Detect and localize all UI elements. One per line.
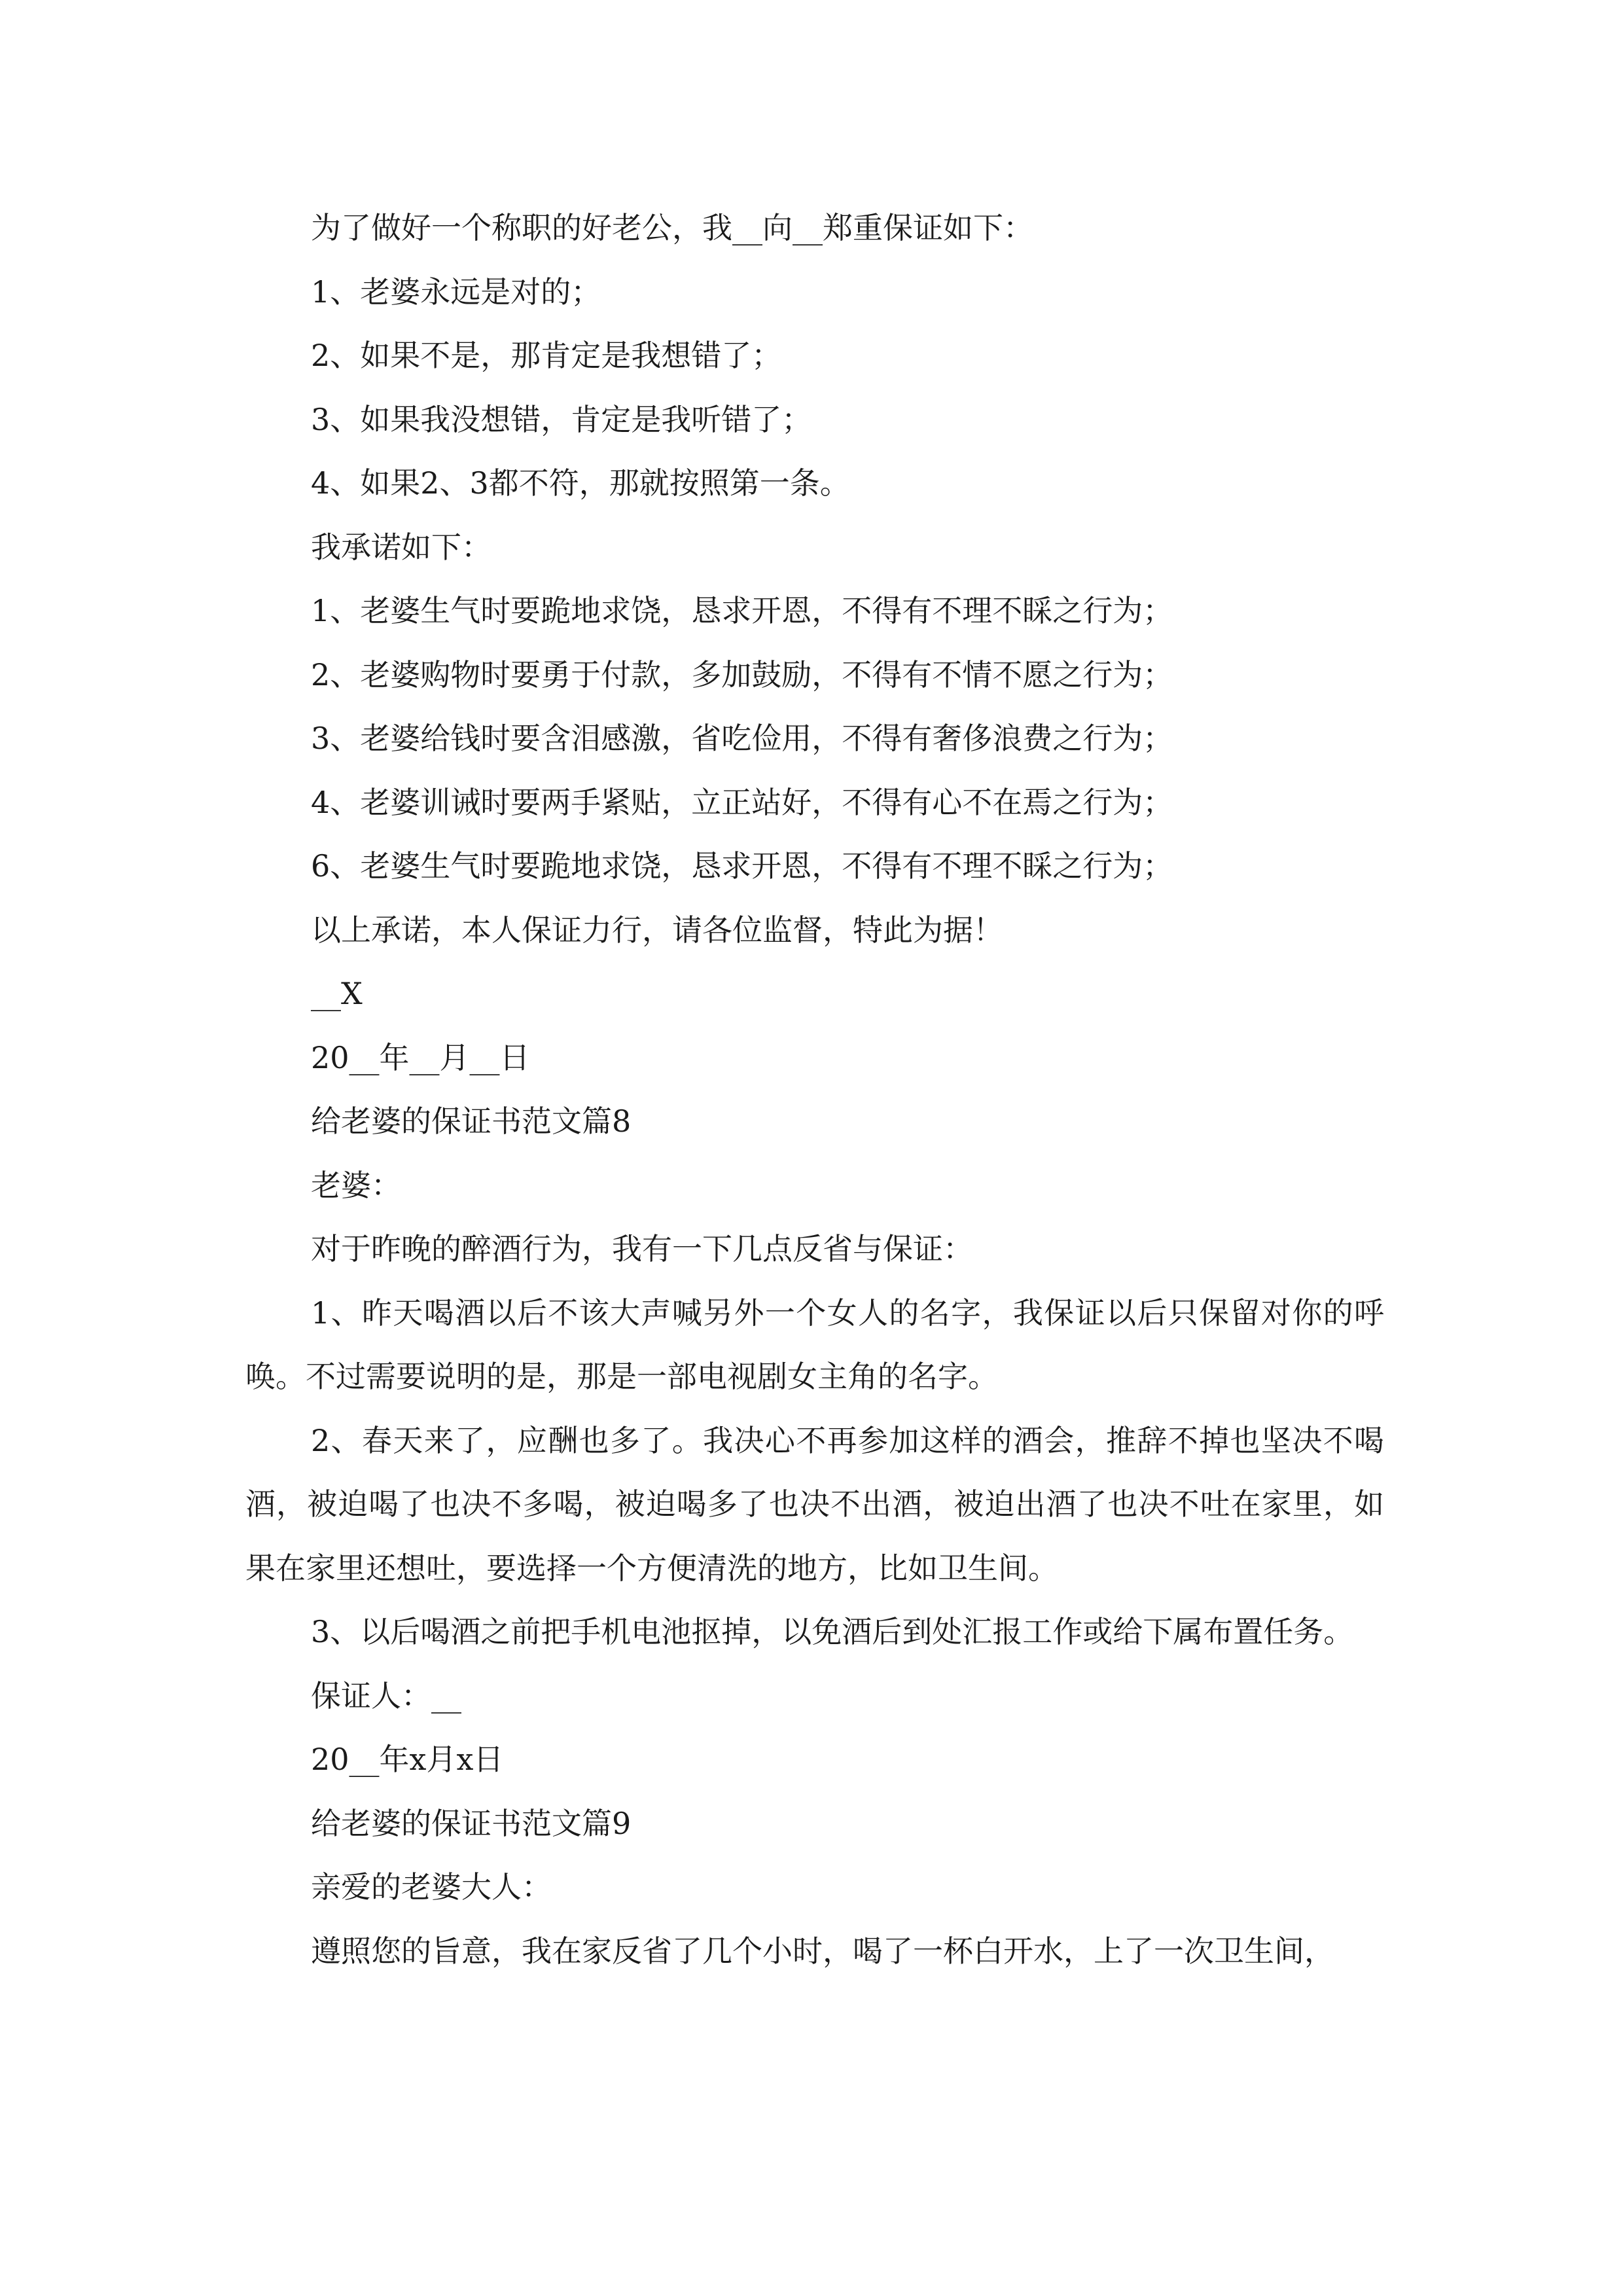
salutation-2: 亲爱的老婆大人： [311,1869,552,1905]
pledge-item-3: 3、如果我没想错，肯定是我听错了； [311,401,812,437]
promise-item-1: 1、老婆生气时要跪地求饶，恳求开恩，不得有不理不睬之行为； [311,593,1173,628]
signature-line: __X [311,976,363,1011]
promise-item-2: 2、老婆购物时要勇于付款，多加鼓励，不得有不情不愿之行为； [311,656,1173,692]
guarantor-line: 保证人：__ [311,1677,461,1713]
intro-line: 为了做好一个称职的好老公，我__向__郑重保证如下： [311,210,1033,245]
promise-item-4: 4、老婆训诫时要两手紧贴，立正站好，不得有心不在焉之行为； [311,784,1173,820]
section-title-8: 给老婆的保证书范文篇8 [311,1103,632,1139]
document-body [245,196,1384,1983]
reflection-para-1: 1、昨天喝酒以后不该大声喊另外一个女人的名字，我保证以后只保留对你的呼唤。不过需要说明的是，那是一部电视剧女主角的名字。 [245,1295,1384,1394]
date-line-2: 20__年x月x日 [311,1742,504,1777]
pledge-item-1: 1、老婆永远是对的； [311,274,601,310]
pledge-item-2: 2、如果不是，那肯定是我想错了； [311,338,782,373]
last-line: 遵照您的旨意，我在家反省了几个小时，喝了一杯白开水，上了一次卫生间， [311,1933,1334,1969]
promise-item-3: 3、老婆给钱时要含泪感激，省吃俭用，不得有奢侈浪费之行为； [311,721,1173,756]
date-line: 20__年__月__日 [311,1039,530,1075]
salutation: 老婆： [311,1167,401,1203]
pledge-item-4: 4、如果2、3都不符，那就按照第一条。 [311,465,850,501]
reflection-intro: 对于昨晚的醉酒行为，我有一下几点反省与保证： [311,1231,973,1266]
reflection-para-2: 2、春天来了，应酬也多了。我决心不再参加这样的酒会，推辞不掉也坚决不喝酒，被迫喝了也决不多喝，被迫喝多了也决不出酒，被迫出酒了也决不吐在家里，如果在家里还想吐，要选择一个方便清洗的地方，比如卫生间。 [245,1422,1384,1586]
promise-heading: 我承诺如下： [311,529,491,565]
section-title-9: 给老婆的保证书范文篇9 [311,1805,632,1841]
reflection-para-3: 3、以后喝酒之前把手机电池抠掉，以免酒后到处汇报工作或给下属布置任务。 [311,1614,1354,1649]
closing-statement: 以上承诺，本人保证力行，请各位监督，特此为据！ [311,912,1003,948]
promise-item-6: 6、老婆生气时要跪地求饶，恳求开恩，不得有不理不睬之行为； [311,848,1173,884]
